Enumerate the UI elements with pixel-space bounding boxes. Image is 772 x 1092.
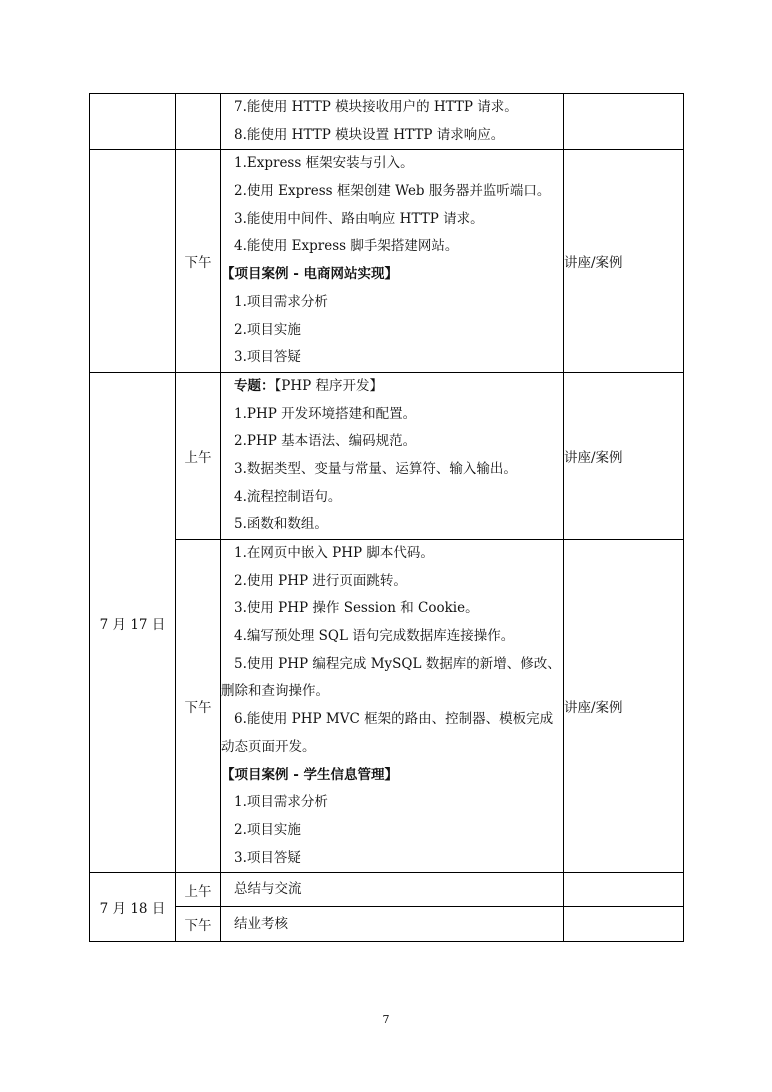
case-item: 1.项目需求分析 <box>234 794 328 811</box>
topic-line <box>221 373 563 401</box>
content-cell <box>221 372 564 539</box>
period-cell: 下午 <box>176 150 221 373</box>
content-cell <box>221 873 564 907</box>
schedule-table <box>89 93 684 942</box>
date-cell: 7 月 17 日 <box>90 372 176 872</box>
method-cell: 讲座/案例 <box>564 372 684 539</box>
content-line: 1.PHP 开发环境搭建和配置。 <box>234 405 417 422</box>
case-item: 2.项目实施 <box>234 821 301 838</box>
case-title: 【项目案例 - 学生信息管理】 <box>221 766 399 783</box>
period-cell: 下午 <box>176 907 221 942</box>
topic-label: 专题： <box>234 377 275 394</box>
case-item: 2.项目实施 <box>234 321 301 338</box>
content-line: 7.能使用 HTTP 模块接收用户的 HTTP 请求。 <box>234 99 518 115</box>
content-cell <box>221 94 564 150</box>
period-cell: 上午 <box>176 873 221 907</box>
table-row <box>90 372 684 539</box>
content-line: 3.使用 PHP 操作 Session 和 Cookie。 <box>234 600 479 617</box>
method-cell <box>564 873 684 907</box>
content-line: 1.Express 框架安装与引入。 <box>234 155 414 172</box>
case-item: 3.项目答疑 <box>234 349 301 366</box>
content-line: 4.编写预处理 SQL 语句完成数据库连接操作。 <box>234 628 515 645</box>
content-cell <box>221 540 564 873</box>
case-item: 1.项目需求分析 <box>234 293 328 310</box>
page-number: 7 <box>382 1013 390 1026</box>
content-line: 删除和查询操作。 <box>221 683 329 700</box>
case-item: 3.项目答疑 <box>234 849 301 866</box>
table-row <box>90 94 684 150</box>
period-cell: 上午 <box>176 372 221 539</box>
content-line: 4.能使用 Express 脚手架搭建网站。 <box>234 238 459 255</box>
content-line: 结业考核 <box>234 916 288 933</box>
content-line: 3.数据类型、变量与常量、运算符、输入输出。 <box>234 460 517 477</box>
table-row <box>90 150 684 373</box>
period-cell: 下午 <box>176 540 221 873</box>
content-cell <box>221 907 564 942</box>
content-line: 动态页面开发。 <box>221 738 316 755</box>
method-cell: 讲座/案例 <box>564 540 684 873</box>
date-cell <box>90 150 176 373</box>
content-line: 2.PHP 基本语法、编码规范。 <box>234 433 417 450</box>
method-cell <box>564 94 684 150</box>
method-cell <box>564 907 684 942</box>
table-row <box>90 907 684 942</box>
content-line: 3.能使用中间件、路由响应 HTTP 请求。 <box>234 210 484 227</box>
content-line: 5.函数和数组。 <box>234 516 328 533</box>
content-line: 2.使用 Express 框架创建 Web 服务器并监听端口。 <box>234 183 551 200</box>
date-cell: 7 月 18 日 <box>90 873 176 942</box>
content-line: 6.能使用 PHP MVC 框架的路由、控制器、模板完成 <box>234 711 554 728</box>
content-line: 2.使用 PHP 进行页面跳转。 <box>234 572 407 589</box>
content-line: 5.使用 PHP 编程完成 MySQL 数据库的新增、修改、 <box>234 655 561 672</box>
content-line: 4.流程控制语句。 <box>234 488 342 505</box>
date-cell <box>90 94 176 150</box>
content-cell <box>221 150 564 373</box>
table-row <box>90 540 684 873</box>
table-row <box>90 873 684 907</box>
content-line: 总结与交流 <box>234 881 302 898</box>
topic-name: 【PHP 程序开发】 <box>274 377 383 394</box>
content-line: 8.能使用 HTTP 模块设置 HTTP 请求响应。 <box>234 126 505 143</box>
method-cell: 讲座/案例 <box>564 150 684 373</box>
content-line: 1.在网页中嵌入 PHP 脚本代码。 <box>234 545 434 561</box>
case-title: 【项目案例 - 电商网站实现】 <box>221 266 399 283</box>
period-cell <box>176 94 221 150</box>
